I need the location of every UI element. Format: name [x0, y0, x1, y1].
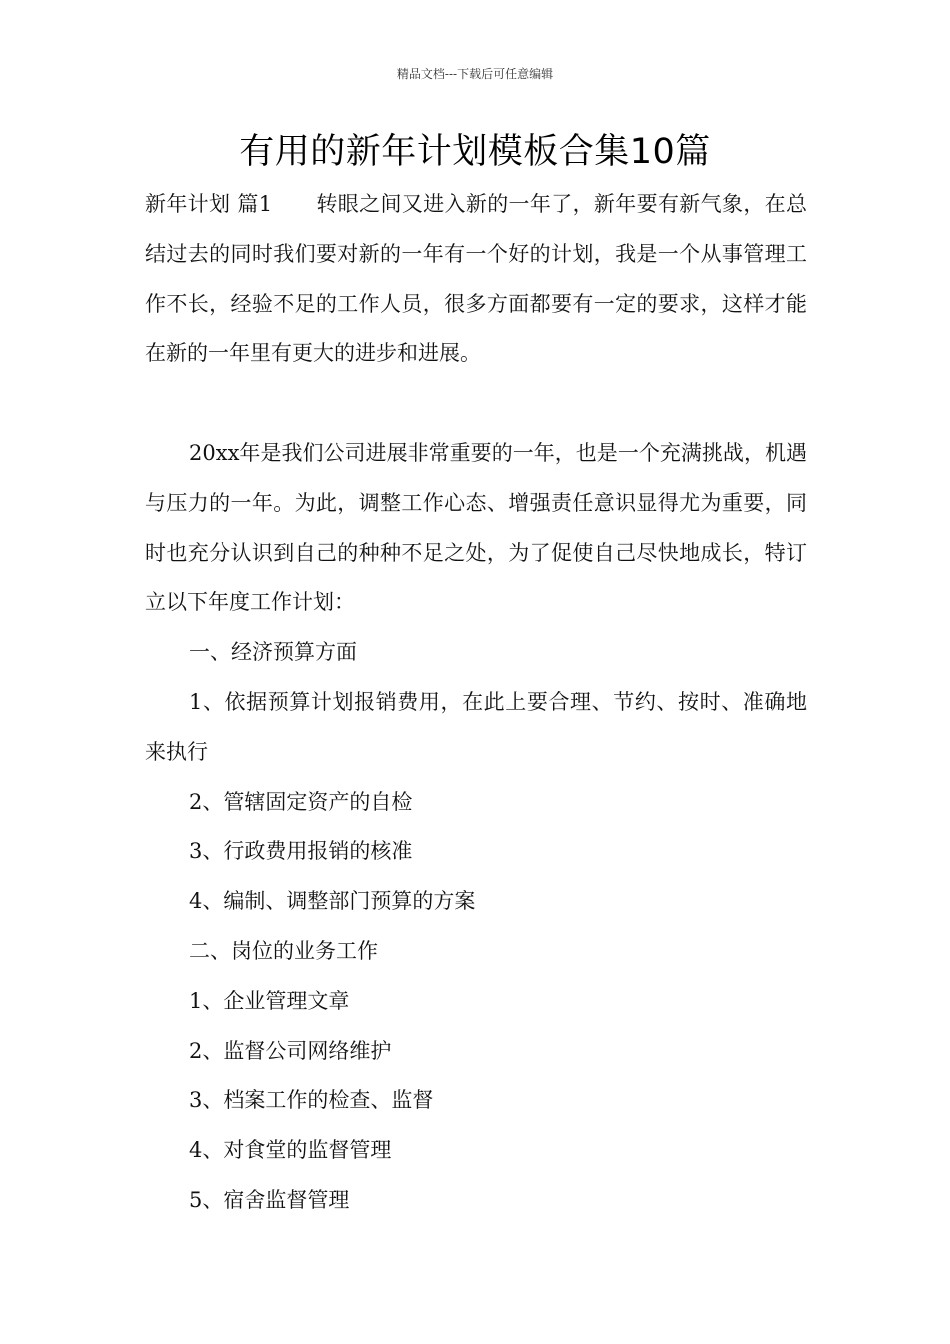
document-body [145, 180, 807, 1226]
list-item: 1、依据预算计划报销费用，在此上要合理、节约、按时、准确地来执行 [145, 689, 807, 764]
section-label: 新年计划 篇1 [145, 192, 273, 216]
document-title: 有用的新年计划模板合集10篇 [239, 132, 711, 172]
list-item: 5、宿舍监督管理 [189, 1187, 350, 1212]
lead-text: 转眼之间又进入新的一年了，新年要有新气象，在总结过去的同时我们要对新的一年有一个好的计划，我是一个从事管理工作不长，经验不足的工作人员，很多方面都要有一定的要求，这样才能在新的一年里有更大的进步和进展。 [145, 192, 808, 366]
list-item: 2、监督公司网络维护 [189, 1038, 392, 1063]
list-item: 3、行政费用报销的核准 [189, 839, 413, 864]
heading-job-duties: 二、岗位的业务工作 [189, 938, 378, 963]
lead-paragraph [145, 180, 807, 379]
list-item: 2、管辖固定资产的自检 [189, 789, 413, 814]
paragraph-spacer [145, 379, 807, 429]
list-item: 3、档案工作的检查、监督 [189, 1088, 434, 1113]
list-item: 4、编制、调整部门预算的方案 [189, 889, 476, 914]
list-item: 1、企业管理文章 [189, 988, 350, 1013]
page-header: 精品文档---下载后可任意编辑 [396, 67, 554, 81]
paragraph-intro: 20xx年是我们公司进展非常重要的一年，也是一个充满挑战，机遇与压力的一年。为此，调整工作心态、增强责任意识显得尤为重要，同时也充分认识到自己的种种不足之处，为了促使自己尽快地成长，特订立以下年度工作计划： [145, 440, 807, 615]
heading-economic-budget: 一、经济预算方面 [189, 640, 357, 665]
list-item: 4、对食堂的监督管理 [189, 1138, 392, 1163]
